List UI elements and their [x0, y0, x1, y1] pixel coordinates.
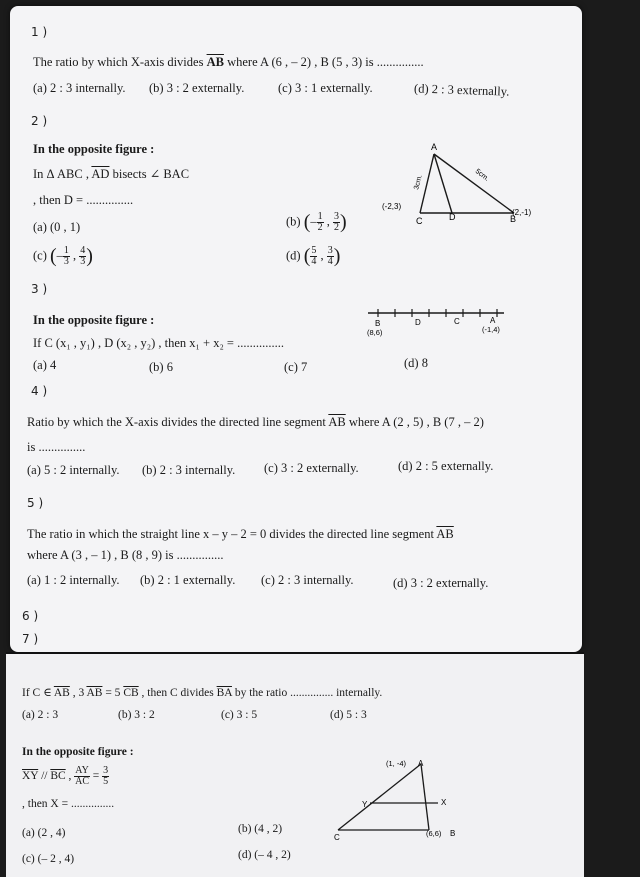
q3-option-a[interactable]: (a) 4: [33, 358, 57, 372]
point-a-coords: (1, -4): [386, 759, 407, 768]
q5-stem-line2: where A (3 , – 1) , B (8 , 9) is ...............: [27, 548, 224, 562]
q2-option-c[interactable]: (c) (– $\frac{1}{3}$ , $\frac{4}{3}$ ): [33, 245, 93, 267]
q2-triangle-figure: [370, 138, 550, 233]
q1-option-c[interactable]: (c) 3 : 1 externally.: [278, 81, 373, 95]
q8-option-d[interactable]: (d) 5 : 3: [330, 709, 367, 721]
q9-triangle-figure: [328, 752, 468, 844]
label-c: C: [334, 833, 340, 842]
label-b: B: [450, 829, 456, 838]
side-ac: [420, 154, 434, 213]
label-y: Y: [362, 800, 368, 809]
label-a: A: [418, 759, 424, 768]
q9-option-a[interactable]: (a) (2 , 4): [22, 827, 66, 839]
label-d: D: [415, 318, 421, 327]
q8-option-b[interactable]: (b) 3 : 2: [118, 709, 155, 721]
q1-option-b[interactable]: (b) 3 : 2 externally.: [149, 81, 245, 95]
q9-line2: , then X = ...............: [22, 798, 115, 810]
q5-option-d[interactable]: (d) 3 : 2 externally.: [393, 576, 489, 590]
q8-option-c[interactable]: (c) 3 : 5: [221, 709, 258, 721]
point-b-coords: (6,6): [426, 829, 442, 838]
q3-line-segment-figure: [362, 304, 512, 340]
q9-heading: In the opposite figure :: [22, 746, 134, 758]
q9-option-d[interactable]: (d) (– 4 , 2): [238, 849, 291, 861]
q3-option-c[interactable]: (c) 7: [284, 360, 308, 374]
q5-stem: The ratio in which the straight line x – y – 2 = 0 divides the directed line segment $\overline{AB}$: [27, 527, 454, 541]
q2-option-a[interactable]: (a) (0 , 1): [33, 220, 81, 234]
label-c: C: [454, 317, 460, 326]
q5-option-c[interactable]: (c) 2 : 3 internally.: [261, 573, 354, 587]
q2-line2: , then D = ...............: [33, 193, 134, 207]
q4-stem-line2: is ...............: [27, 440, 86, 454]
q2-option-d[interactable]: (d) ( $\frac{5}{4}$ , $\frac{3}{4}$ ): [286, 245, 341, 267]
q9-option-c[interactable]: (c) (– 2 , 4): [22, 853, 75, 865]
q1-stem: The ratio by which X-axis divides $\overline{AB}$ where A (6 , – 2) , B (5 , 3) is ...............: [33, 55, 424, 69]
q8-option-a[interactable]: (a) 2 : 3: [22, 709, 59, 721]
q4-option-c[interactable]: (c) 3 : 2 externally.: [264, 461, 359, 475]
question-number-5: 5 ): [27, 496, 44, 510]
question-number-6: 6 ): [22, 609, 39, 623]
bisector-ad: [434, 154, 452, 213]
side-ac: [338, 764, 421, 830]
q1-option-a[interactable]: (a) 2 : 3 internally.: [33, 81, 126, 95]
label-b: B: [510, 214, 517, 224]
q3-line: If C (x₁ , y₁) , D (x₂ , y₂) , then x₁ + x₂ = ...............: [33, 336, 284, 350]
q9-option-b[interactable]: (b) (4 , 2): [238, 823, 283, 835]
label-x: X: [441, 798, 447, 807]
label-a: A: [431, 142, 438, 152]
q3-heading: In the opposite figure :: [33, 313, 155, 327]
q4-option-b[interactable]: (b) 2 : 3 internally.: [142, 463, 236, 477]
q8-stem: If C ∈ $\overline{AB}$ , 3 $\overline{AB} = 5$ $\overline{CB}$ , then C divides $\overline{BA}$ by the ratio ............... internally.: [22, 687, 383, 699]
label-d: D: [449, 212, 456, 222]
question-number-1: 1 ): [31, 25, 48, 39]
q1-option-d[interactable]: (d) 2 : 3 externally.: [413, 81, 510, 99]
question-number-3: 3 ): [31, 282, 48, 296]
q4-option-d[interactable]: (d) 2 : 5 externally.: [398, 459, 494, 473]
q2-line1: In Δ ABC , $\overline{AD}$ bisects ∠ BAC: [33, 167, 190, 181]
side-length-5cm: 5cm.: [473, 168, 491, 183]
label-b: B: [375, 319, 381, 328]
point-c-coords: (-2,3): [382, 202, 402, 211]
q4-option-a[interactable]: (a) 5 : 2 internally.: [27, 463, 120, 477]
question-number-7: 7 ): [22, 632, 39, 646]
q9-condition: $\overline{XY} // \overline{BC}$ , $\frac{AY}{AC}$ = $\frac{3}{5}$: [22, 765, 109, 787]
point-b-coords: (2,-1): [512, 208, 532, 217]
side-length-3cm: 3cm.: [413, 174, 424, 191]
q4-stem: Ratio by which the X-axis divides the directed line segment $\overline{AB}$ where A (2 , 5) , B (7 , – 2): [27, 415, 484, 429]
point-a-coords: (-1,4): [482, 325, 500, 334]
question-number-4: 4 ): [31, 384, 48, 398]
question-number-2: 2 ): [31, 114, 48, 128]
point-b-coords: (8,6): [367, 328, 383, 337]
side-ab: [434, 154, 514, 213]
q2-option-b[interactable]: (b) (– $\frac{1}{2}$ , $\frac{3}{2}$ ): [286, 211, 347, 233]
q3-option-b[interactable]: (b) 6: [149, 360, 173, 374]
side-ab: [421, 764, 429, 830]
q5-option-b[interactable]: (b) 2 : 1 externally.: [140, 573, 236, 587]
label-c: C: [416, 216, 423, 226]
q3-option-d[interactable]: (d) 8: [404, 356, 428, 370]
q5-option-a[interactable]: (a) 1 : 2 internally.: [27, 573, 120, 587]
q2-heading: In the opposite figure :: [33, 142, 155, 156]
label-a: A: [490, 316, 496, 325]
